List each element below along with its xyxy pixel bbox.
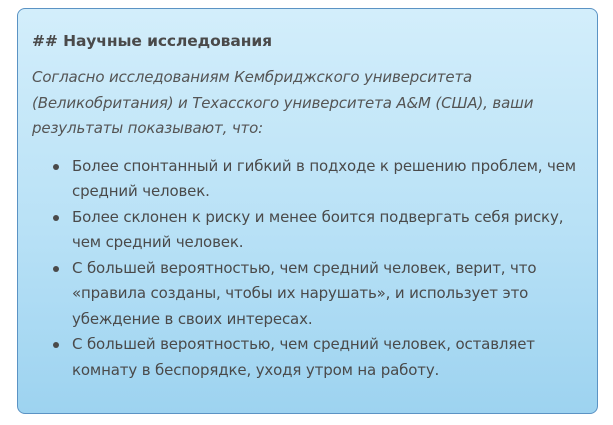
research-card bbox=[17, 8, 598, 414]
list-item bbox=[72, 256, 583, 333]
list-item bbox=[72, 205, 583, 256]
bullet-icon bbox=[53, 342, 59, 348]
list-item-text: С большей вероятностью, чем средний человек, верит, что «правила созданы, чтобы их нарушать», и использует это убеждение в своих интересах. bbox=[72, 258, 537, 328]
bullet-icon bbox=[53, 266, 59, 272]
list-item-text: С большей вероятностью, чем средний человек, оставляет комнату в беспорядке, уходя утром на работу. bbox=[72, 335, 535, 379]
list-item-text: Более спонтанный и гибкий в подходе к решению проблем, чем средний человек. bbox=[72, 156, 576, 200]
findings-list bbox=[32, 154, 583, 384]
bullet-icon bbox=[53, 164, 59, 170]
list-item bbox=[72, 332, 583, 383]
list-item-text: Более склонен к риску и менее боится подвергать себя риску, чем средний человек. bbox=[72, 207, 564, 251]
intro-text: Согласно исследованиям Кембриджского университета (Великобритания) и Техасского университета A&M (США), ваши результаты показывают, что: bbox=[32, 68, 534, 137]
bullet-icon bbox=[53, 215, 59, 221]
list-item bbox=[72, 154, 583, 205]
section-heading: ## Научные исследования bbox=[32, 32, 272, 50]
